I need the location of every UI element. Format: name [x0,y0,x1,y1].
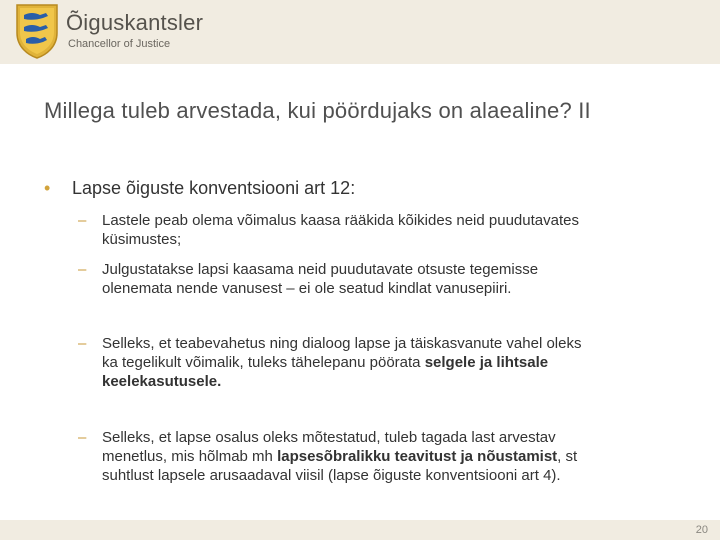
sub-item-text: Lastele peab olema võimalus kaasa rääkida kõikides neid puudutavates [102,212,579,229]
sub-item-text: olenemata nende vanusest – ei ole seatud kindlat vanusepiiri. [102,280,512,297]
sub-item-text: Selleks, et teabevahetus ning dialoog lapse ja täiskasvanute vahel oleks [102,335,582,352]
sub-item-text: ka tegelikult võimalik, tuleks tähelepanu pöörata [102,354,425,371]
sub-item-text: Selleks, et lapse osalus oleks mõtestatud, tuleb tagada last arvestav [102,429,556,446]
sub-item-text: , st [557,448,578,465]
brand-subtitle: Chancellor of Justice [68,38,171,50]
dash-icon: – [78,212,87,229]
sub-item-text: suhtlust lapsele arusaadaval viisil (lapse õiguste konventsiooni art 4). [102,467,561,484]
bullet-dot-icon: • [44,178,51,198]
coat-of-arms-icon [14,3,60,59]
sub-item-emphasis: lapsesõbralikku teavitust ja nõustamist [277,448,558,465]
slide-title: Millega tuleb arvestada, kui pöördujaks on alaealine? II [44,98,591,123]
sub-item-emphasis: keelekasutusele. [102,373,222,390]
sub-item-text: menetlus, mis hõlmab mh [102,448,278,465]
dash-icon: – [78,429,87,446]
dash-icon: – [78,335,87,352]
sub-item-text: Julgustatakse lapsi kaasama neid puudutavate otsuste tegemisse [102,261,539,278]
sub-item-text: küsimustes; [102,231,182,248]
sub-item-emphasis: selgele ja lihtsale [424,354,549,371]
footer-band [0,520,720,540]
dash-icon: – [78,261,87,278]
brand-title: Õiguskantsler [66,10,204,35]
page-number: 20 [695,524,708,536]
bullet-text: Lapse õiguste konventsiooni art 12: [72,178,356,198]
